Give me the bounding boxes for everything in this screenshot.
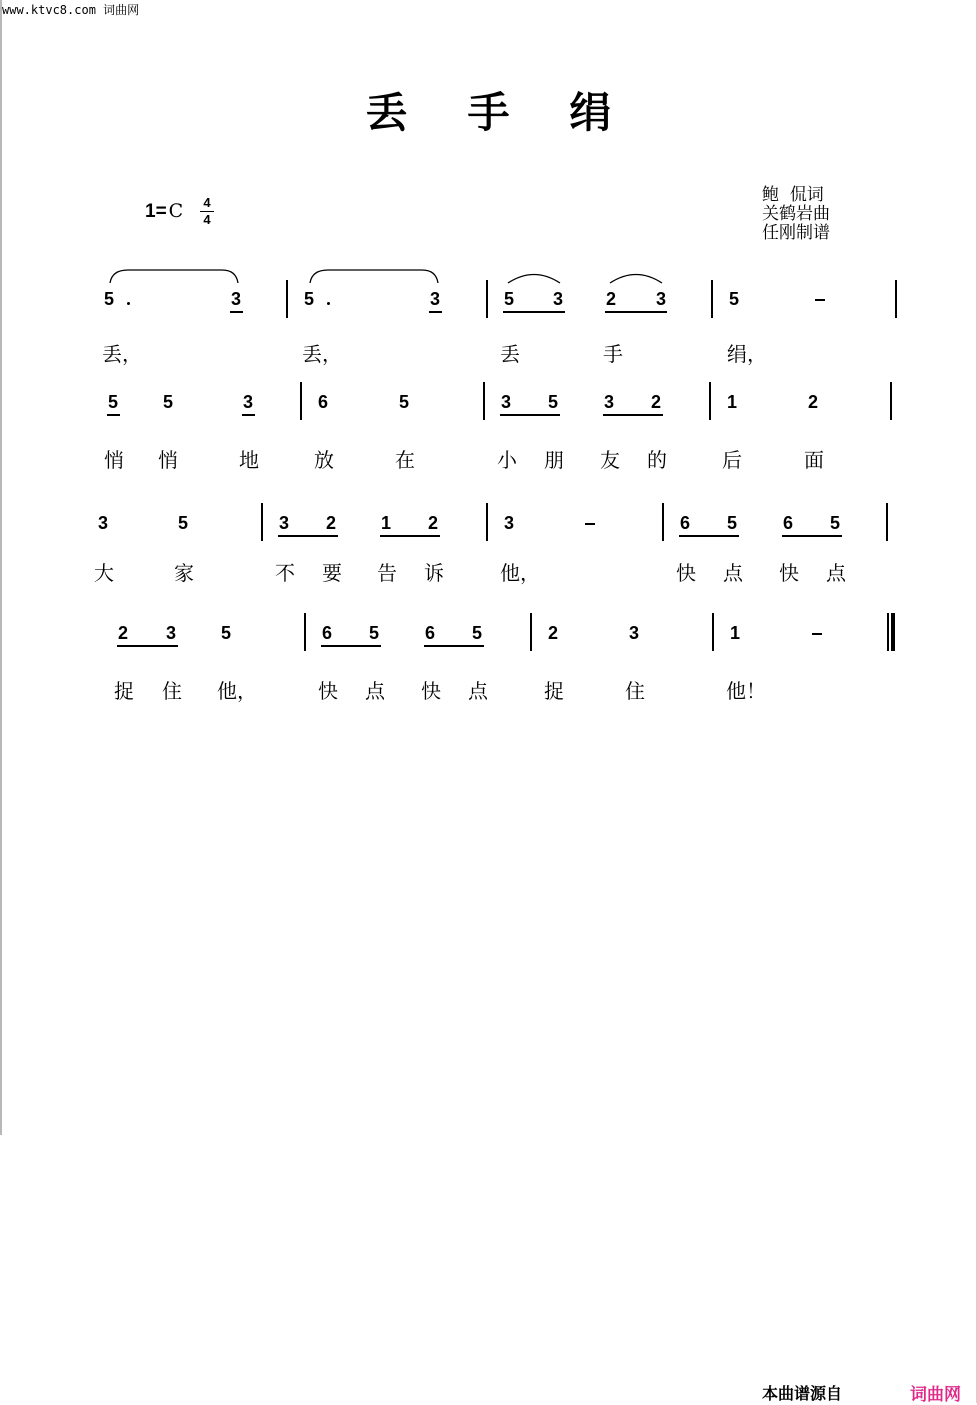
footer-source-text: 本曲谱源自 xyxy=(762,1384,843,1403)
note: 2 xyxy=(548,623,559,643)
lyric: 朋 xyxy=(544,448,564,472)
lyric: 在 xyxy=(395,448,415,472)
lyric: 要 xyxy=(322,561,342,585)
lyric: 地 xyxy=(239,448,259,472)
lyric: 的 xyxy=(647,448,667,472)
note: 3 xyxy=(656,289,667,309)
lyric: 后 xyxy=(722,448,742,472)
note: 6 xyxy=(322,623,333,643)
lyric: 家 xyxy=(174,561,194,585)
lyric: 丢， xyxy=(302,342,342,366)
note: 5 xyxy=(472,623,483,643)
lyric: 丢 xyxy=(500,342,520,366)
lyric: 住 xyxy=(162,679,182,703)
lyric: 诉 xyxy=(424,561,444,585)
lyric: 小 xyxy=(497,448,517,472)
lyric: 大 xyxy=(94,561,114,585)
title-char: 丢 xyxy=(365,88,408,137)
footer-logo[interactable]: 词曲网 xyxy=(910,1385,961,1405)
note: 3 xyxy=(231,289,242,309)
lyric: 点 xyxy=(365,679,385,703)
note: 3 xyxy=(604,392,615,412)
note: 2 xyxy=(808,392,819,412)
note: 6 xyxy=(783,513,794,533)
note: 3 xyxy=(504,513,515,533)
lyric: 点 xyxy=(826,561,846,585)
key-letter: C xyxy=(168,200,184,222)
note: 5 xyxy=(304,289,315,309)
note: 5 xyxy=(108,392,119,412)
lyric: 放 xyxy=(314,448,334,472)
note: 5 xyxy=(548,392,559,412)
lyric: 他！ xyxy=(726,679,766,703)
note: 5 xyxy=(504,289,515,309)
lyric: 快 xyxy=(676,561,696,585)
note: 3 xyxy=(553,289,564,309)
note: 2 xyxy=(651,392,662,412)
lyric: 绢， xyxy=(727,342,767,366)
note: 5 xyxy=(729,289,740,309)
watermark-text: www.ktvc8.com 词曲网 xyxy=(2,3,140,17)
lyric: 告 xyxy=(377,561,397,585)
credit-composer: 关鹤岩曲 xyxy=(762,204,830,224)
lyric: 面 xyxy=(804,448,824,472)
note: 2 xyxy=(326,513,337,533)
note: 6 xyxy=(680,513,691,533)
note: 3 xyxy=(243,392,254,412)
note: 1 xyxy=(381,513,392,533)
lyric: 他， xyxy=(217,679,257,703)
note: 3 xyxy=(430,289,441,309)
lyric: 快 xyxy=(421,679,441,703)
lyric: 住 xyxy=(625,679,645,703)
note: 5 xyxy=(727,513,738,533)
note: 5 xyxy=(178,513,189,533)
note: 3 xyxy=(629,623,640,643)
slur xyxy=(610,275,662,284)
lyric: 悄 xyxy=(104,448,124,472)
note: 5 xyxy=(104,289,115,309)
note: 2 xyxy=(606,289,617,309)
lyric: 快 xyxy=(779,561,799,585)
note: 6 xyxy=(425,623,436,643)
note: 3 xyxy=(166,623,177,643)
lyric: 点 xyxy=(723,561,743,585)
lyric: 丢， xyxy=(102,342,142,366)
credit-transcriber: 任刚制谱 xyxy=(762,223,830,243)
slur xyxy=(310,270,438,283)
note: 5 xyxy=(369,623,380,643)
note: 1 xyxy=(727,392,738,412)
note: 2 xyxy=(118,623,129,643)
lyric: 悄 xyxy=(158,448,178,472)
note: 5 xyxy=(830,513,841,533)
note: 3 xyxy=(279,513,290,533)
note: 1 xyxy=(730,623,741,643)
lyric: 他， xyxy=(500,561,540,585)
lyric: 手 xyxy=(603,342,623,366)
note: 2 xyxy=(428,513,439,533)
slur xyxy=(508,275,560,284)
lyric: 友 xyxy=(600,448,620,472)
title-char: 绢 xyxy=(569,88,612,137)
credit-lyricist: 鲍 侃词 xyxy=(762,185,824,205)
note: 5 xyxy=(221,623,232,643)
meter-top: 4 xyxy=(203,195,211,210)
lyric: 快 xyxy=(318,679,338,703)
slur xyxy=(110,270,238,283)
meter-bottom: 4 xyxy=(203,212,211,227)
lyric: 捉 xyxy=(114,679,134,703)
note: 5 xyxy=(399,392,410,412)
note: 3 xyxy=(98,513,109,533)
note: 6 xyxy=(318,392,329,412)
title-char: 手 xyxy=(467,88,510,137)
lyric: 点 xyxy=(468,679,488,703)
lyric: 捉 xyxy=(544,679,564,703)
note: 5 xyxy=(163,392,174,412)
note: 3 xyxy=(501,392,512,412)
lyric: 不 xyxy=(275,561,295,585)
key-prefix: 1= xyxy=(145,201,167,222)
